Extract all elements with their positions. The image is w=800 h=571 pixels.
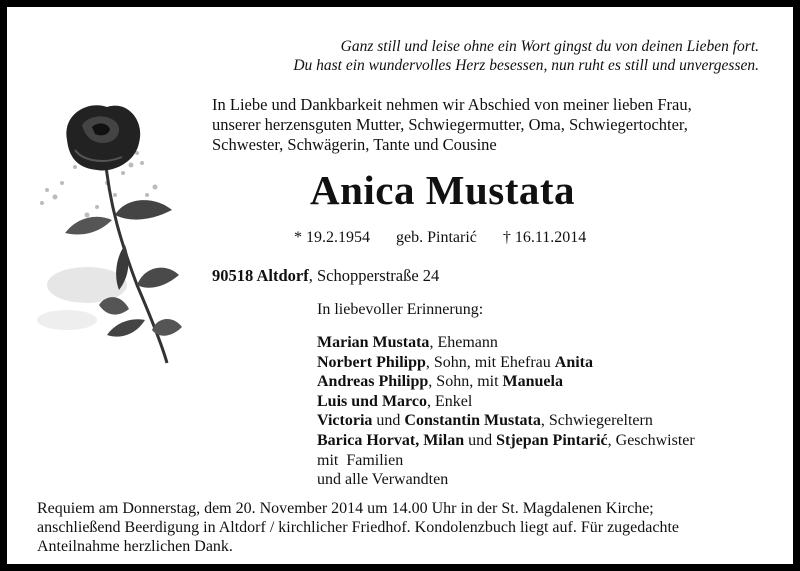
rose-icon [27,95,207,375]
mourner-name: Victoria [317,412,373,430]
mourner-name: Norbert Philipp [317,353,426,371]
death-date: † 16.11.2014 [502,229,587,246]
mourner-relation: , Enkel [426,392,473,410]
life-dates [294,229,608,247]
mourner-relation: , Sohn, mit Ehefrau [425,353,555,371]
mourner-name: Luis und Marco [317,392,427,410]
mourner-partner: Anita [554,353,593,371]
mourner-partner: Manuela [502,373,563,391]
mourners-list [317,333,695,490]
list-item [317,392,695,412]
poem-line: Ganz still und leise ohne ein Wort gingst du von deinen Lieben fort. [340,38,759,55]
mourner-name: Barica Horvat, Milan [317,431,465,449]
address [212,266,439,286]
list-item: und alle Verwandten [317,471,449,489]
intro-line: Schwester, Schwägerin, Tante und Cousine [212,135,497,154]
mourner-name: Marian Mustata [317,334,430,351]
closing-line: anschließend Beerdigung in Altdorf / kirchlicher Friedhof. Kondolenzbuch liegt auf. Für zugedachte [37,519,680,536]
intro-line: unserer herzensguten Mutter, Schwiegermutter, Oma, Schwiegertochter, [212,115,688,134]
birth-date: * 19.2.1954 [294,229,370,246]
mourner-name: Constantin Mustata [404,412,541,430]
address-street: , Schopperstraße 24 [308,266,440,285]
poem [293,37,759,75]
list-item [317,431,695,451]
closing-text [37,499,777,556]
mourner-name: Stjepan Pintarić [496,431,608,449]
conjunction: und [464,431,497,449]
mourner-relation: , Ehemann [429,334,498,351]
list-item [317,333,695,353]
mourner-relation: , Sohn, mit [428,373,503,391]
conjunction: und [372,412,405,430]
intro-text [212,95,782,155]
intro-line: In Liebe und Dankbarkeit nehmen wir Abschied von meiner lieben Frau, [212,95,692,114]
memory-heading: In liebevoller Erinnerung: [317,301,484,318]
closing-line: Anteilnahme herzlichen Dank. [37,538,233,555]
poem-line: Du hast ein wundervolles Herz besessen, nun ruht es still und unvergessen. [293,57,759,74]
maiden-name: geb. Pintarić [396,229,477,246]
list-item: mit Familien [317,451,404,469]
list-item [317,411,695,431]
closing-line: Requiem am Donnerstag, dem 20. November 2014 um 14.00 Uhr in der St. Magdalenen Kirche; [37,500,654,517]
mourner-relation: , Schwiegereltern [540,412,653,430]
deceased-name: Anica Mustata [310,167,576,213]
list-item [317,353,695,373]
list-item [317,372,695,392]
address-city: 90518 Altdorf [212,266,309,285]
mourner-name: Andreas Philipp [317,373,429,391]
mourner-relation: , Geschwister [607,431,695,449]
